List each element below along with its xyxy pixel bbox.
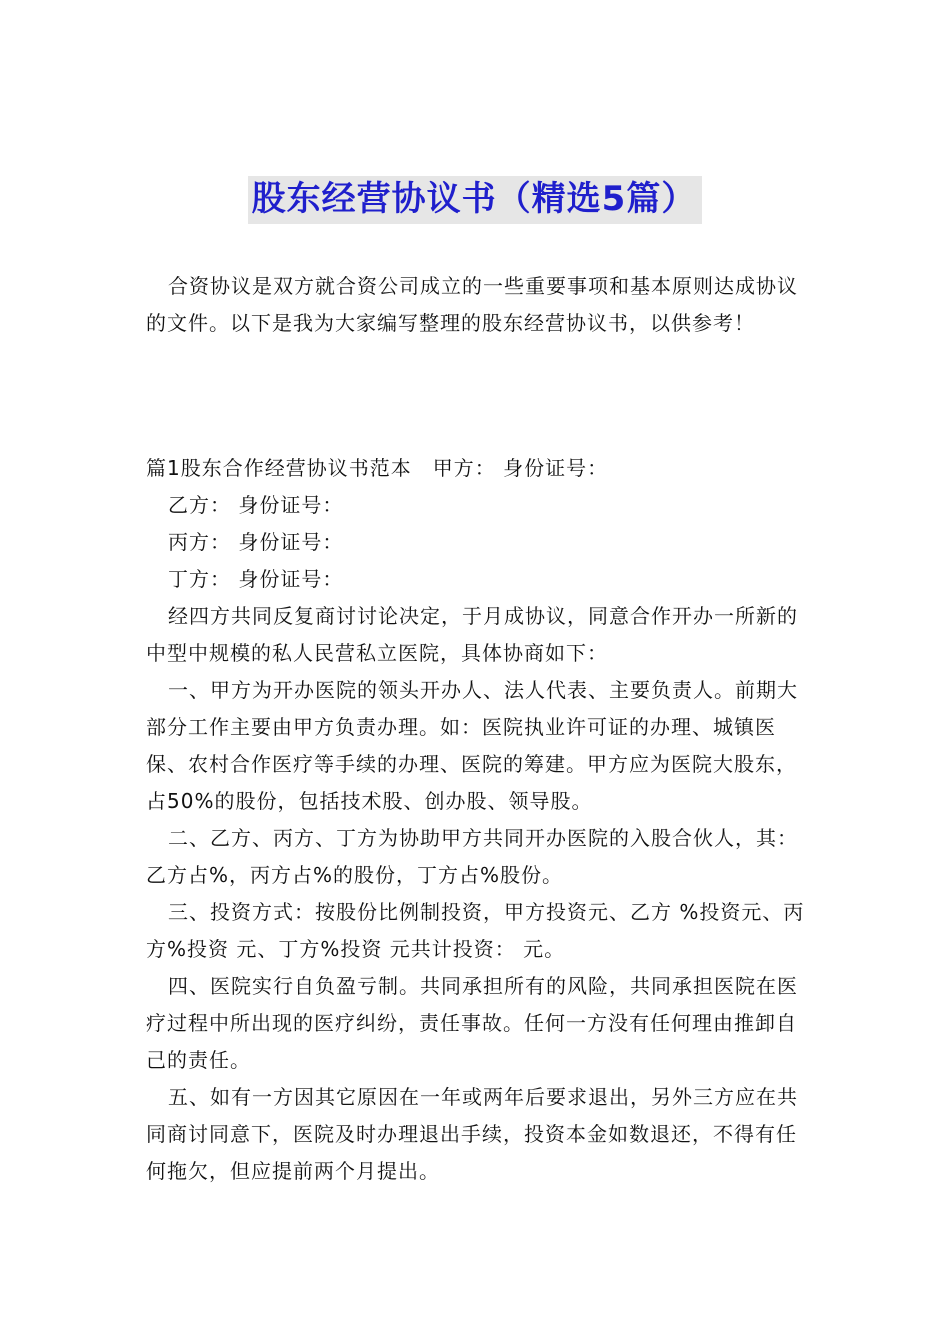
section-heading-line: 篇1股东合作经营协议书范本 甲方： 身份证号： bbox=[146, 456, 609, 480]
clause-1: 一、甲方为开办医院的领头开办人、法人代表、主要负责人。前期大部分工作主要由甲方负责办理。如：医院执业许可证的办理、城镇医保、农村合作医疗等手续的办理、医院的筹建。甲方应为医院大股东，占50%的股份，包括技术股、创办股、领导股。 bbox=[146, 678, 798, 813]
clause-3: 三、投资方式：按股份比例制投资，甲方投资元、乙方 %投资元、丙方%投资 元、丁方%投资 元共计投资： 元。 bbox=[146, 900, 805, 961]
document-title: 股东经营协议书（精选5篇） bbox=[248, 176, 703, 224]
clause-2: 二、乙方、丙方、丁方为协助甲方共同开办医院的入股合伙人，其：乙方占%，丙方占%的股份，丁方占%股份。 bbox=[146, 826, 798, 887]
intro-paragraph: 合资协议是双方就合资公司成立的一些重要事项和基本原则达成协议的文件。以下是我为大家编写整理的股东经营协议书，以供参考！ bbox=[146, 274, 798, 335]
intro-section bbox=[146, 268, 810, 342]
agreement-body bbox=[146, 450, 810, 1190]
agreement-preamble: 经四方共同反复商讨讨论决定，于月成协议，同意合作开办一所新的中型中规模的私人民营私立医院，具体协商如下： bbox=[146, 604, 798, 665]
party-c-line: 丙方： 身份证号： bbox=[168, 530, 344, 554]
clause-4: 四、医院实行自负盈亏制。共同承担所有的风险，共同承担医院在医疗过程中所出现的医疗纠纷，责任事故。任何一方没有任何理由推卸自己的责任。 bbox=[146, 974, 798, 1072]
title-container bbox=[0, 176, 950, 224]
clause-5: 五、如有一方因其它原因在一年或两年后要求退出，另外三方应在共同商讨同意下，医院及时办理退出手续，投资本金如数退还，不得有任何拖欠，但应提前两个月提出。 bbox=[146, 1085, 798, 1183]
party-d-line: 丁方： 身份证号： bbox=[168, 567, 344, 591]
party-b-line: 乙方： 身份证号： bbox=[168, 493, 344, 517]
